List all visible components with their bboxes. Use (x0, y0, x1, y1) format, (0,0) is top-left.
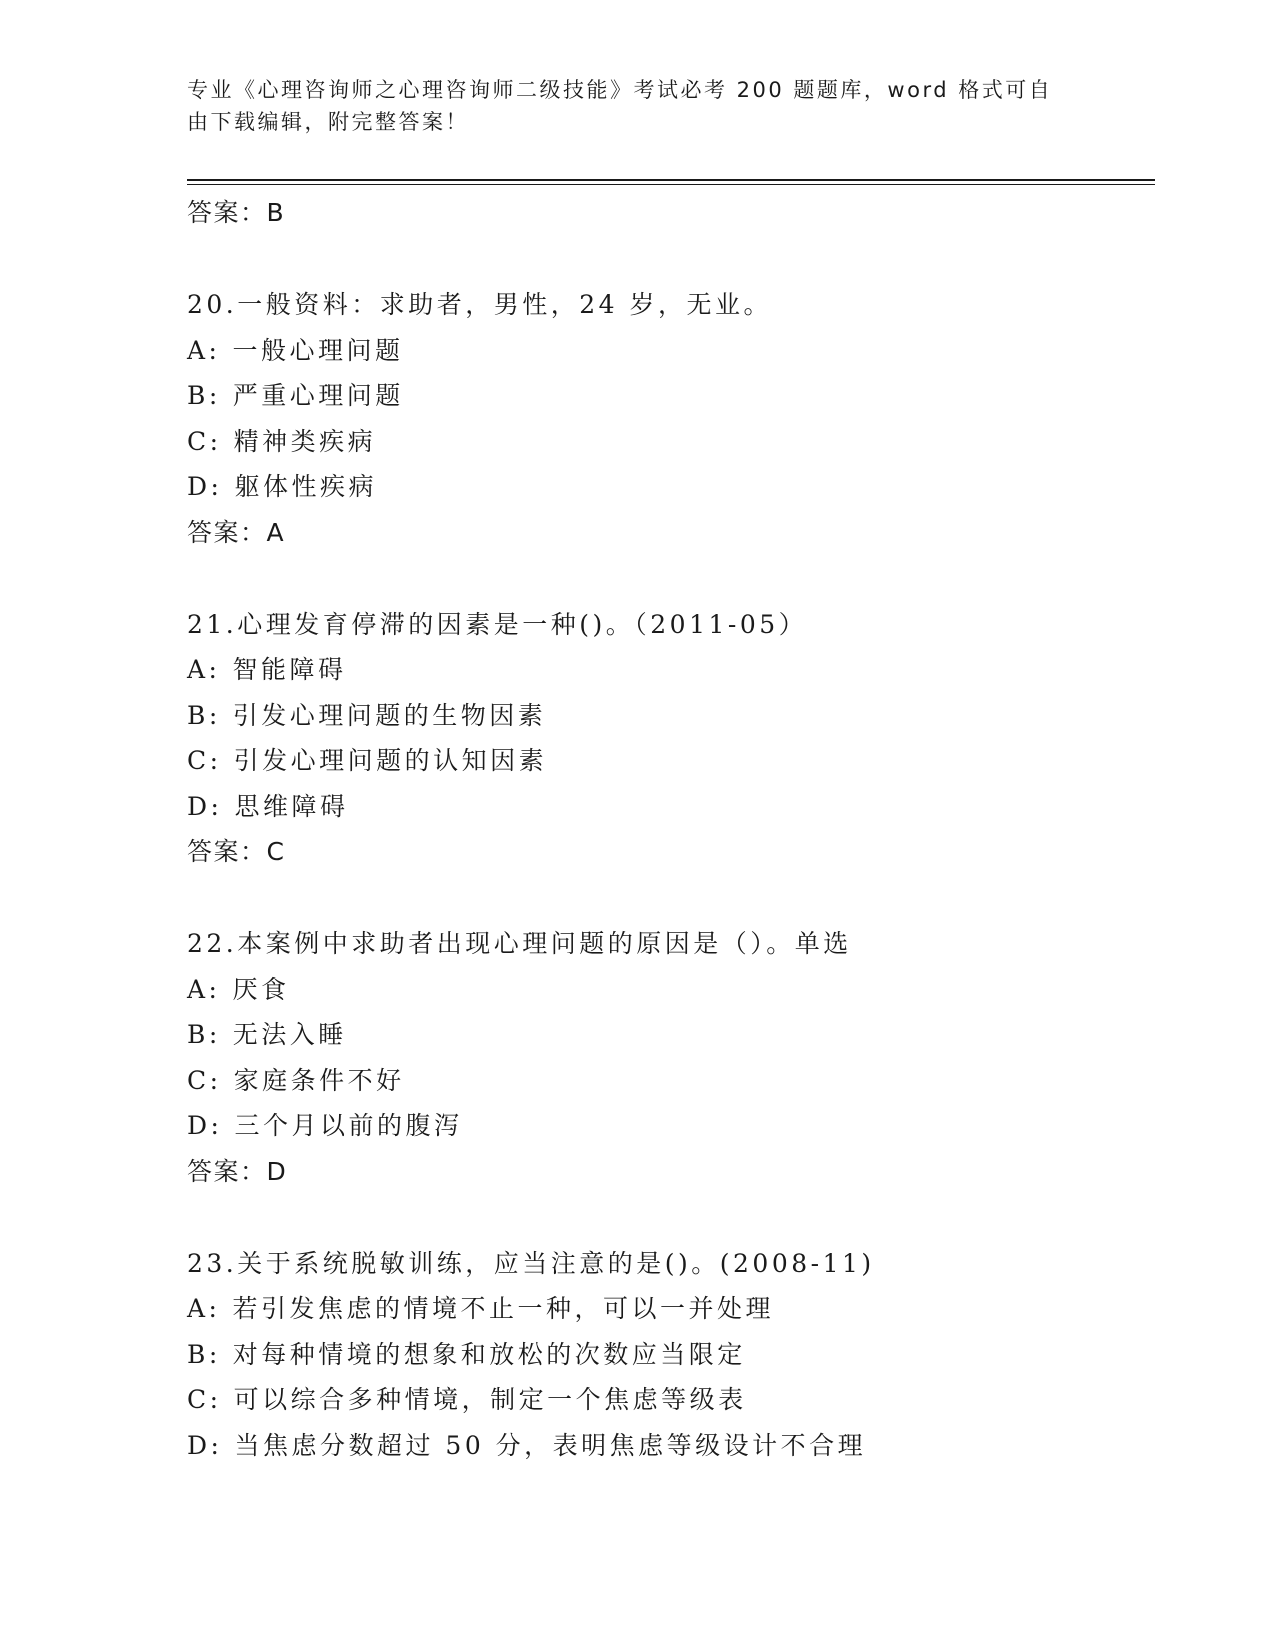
question-block-20 (187, 282, 1155, 556)
option-letter: A: (187, 1294, 221, 1323)
option-text: 当焦虑分数超过 50 分，表明焦虑等级设计不合理 (234, 1430, 867, 1460)
option-c (187, 738, 1155, 784)
option-letter: D: (187, 472, 223, 501)
option-text: 引发心理问题的生物因素 (232, 700, 547, 730)
option-text: 引发心理问题的认知因素 (233, 746, 548, 775)
option-letter: D: (187, 1430, 223, 1460)
option-d (187, 464, 1155, 510)
option-letter: B: (187, 1020, 221, 1049)
document-content (187, 190, 1155, 1468)
option-letter: A: (187, 655, 221, 684)
option-b (187, 1012, 1155, 1058)
option-letter: B: (187, 381, 221, 410)
option-d (187, 784, 1155, 830)
option-text: 严重心理问题 (232, 381, 404, 410)
option-text: 躯体性疾病 (234, 472, 377, 501)
question-block-22 (187, 921, 1155, 1195)
document-header (187, 74, 1067, 138)
header-divider-thick (187, 179, 1155, 181)
option-letter: C: (187, 1385, 222, 1414)
answer-line: 答案：D (187, 1156, 288, 1186)
answer-line: 答案：C (187, 837, 286, 866)
option-text: 一般心理问题 (232, 335, 404, 365)
answer-line: 答案：A (187, 517, 286, 547)
option-text: 三个月以前的腹泻 (234, 1111, 463, 1140)
option-a (187, 647, 1155, 693)
option-letter: C: (187, 1065, 222, 1095)
option-c (187, 1377, 1155, 1423)
option-text: 若引发焦虑的情境不止一种，可以一并处理 (232, 1294, 774, 1323)
header-line-2: 由下载编辑，附完整答案！ (187, 110, 469, 134)
option-letter: A: (187, 335, 221, 365)
header-divider-thin (187, 184, 1155, 185)
option-b (187, 693, 1155, 739)
option-d (187, 1103, 1155, 1149)
option-b (187, 373, 1155, 419)
header-line-1: 专业《心理咨询师之心理咨询师二级技能》考试必考 200 题题库，word 格式可自 (187, 78, 1053, 102)
question-text: 22.本案例中求助者出现心理问题的原因是（）。单选 (187, 929, 852, 958)
option-a (187, 1286, 1155, 1332)
option-c (187, 419, 1155, 465)
option-text: 智能障碍 (232, 655, 347, 684)
question-text: 20.一般资料：求助者，男性，24 岁，无业。 (187, 290, 773, 319)
option-text: 对每种情境的想象和放松的次数应当限定 (232, 1339, 746, 1369)
option-letter: D: (187, 1111, 223, 1140)
question-text: 21.心理发育停滞的因素是一种()。（2011-05） (187, 609, 808, 639)
option-text: 家庭条件不好 (233, 1065, 405, 1095)
question-block-21 (187, 602, 1155, 876)
option-letter: B: (187, 1339, 221, 1369)
question-block-23 (187, 1241, 1155, 1469)
option-d (187, 1423, 1155, 1469)
option-a (187, 967, 1155, 1013)
option-letter: B: (187, 700, 221, 730)
question-text: 23.关于系统脱敏训练，应当注意的是()。(2008-11) (187, 1248, 875, 1278)
option-text: 精神类疾病 (233, 426, 377, 456)
option-letter: C: (187, 426, 222, 456)
option-letter: A: (187, 974, 221, 1004)
option-text: 厌食 (232, 974, 290, 1004)
option-letter: D: (187, 791, 223, 821)
option-letter: C: (187, 746, 222, 775)
option-a (187, 328, 1155, 374)
option-text: 可以综合多种情境，制定一个焦虑等级表 (233, 1385, 747, 1414)
option-b (187, 1332, 1155, 1378)
option-text: 无法入睡 (232, 1020, 347, 1049)
option-c (187, 1058, 1155, 1104)
option-text: 思维障碍 (234, 791, 349, 821)
previous-answer: 答案：B (187, 198, 286, 227)
